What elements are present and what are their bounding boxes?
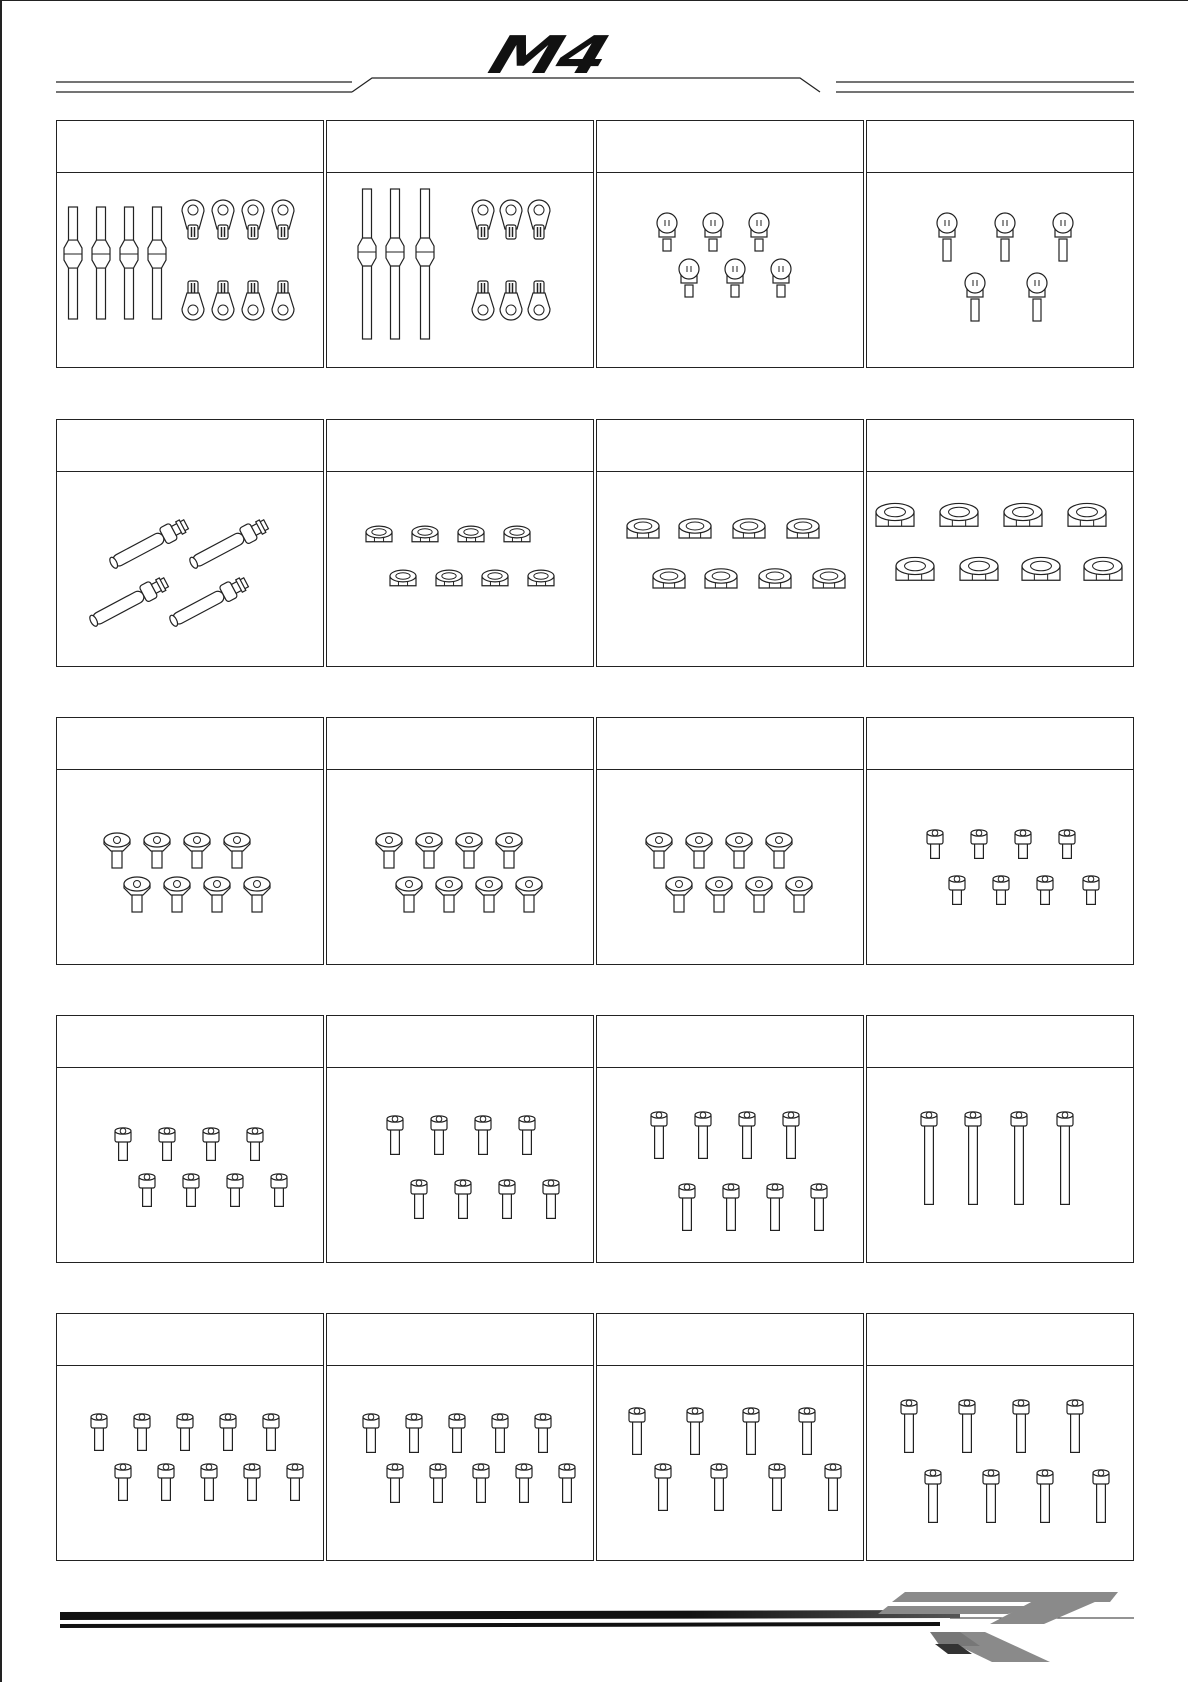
cap-screw-icon: [177, 1414, 193, 1451]
cap-screw-icon: [134, 1414, 150, 1451]
lock-nut-icon: [504, 526, 530, 542]
parts-illustration: [597, 770, 863, 964]
lock-nut-icon: [896, 557, 934, 580]
parts-cell-caption: [597, 1314, 863, 1366]
parts-illustration: [327, 173, 593, 367]
rod-end-icon: [272, 200, 294, 239]
cap-screw-icon: [516, 1464, 532, 1503]
cap-screw-icon: [159, 1128, 175, 1161]
parts-cell-caption: [57, 718, 323, 770]
cap-screw-icon: [1013, 1400, 1029, 1453]
parts-cell-3-2: [326, 717, 594, 965]
cap-screw-icon: [263, 1414, 279, 1451]
lock-nut-icon: [960, 557, 998, 580]
rod-end-icon: [212, 281, 234, 320]
flat-head-screw-icon: [184, 833, 210, 868]
cap-screw-icon: [925, 1470, 941, 1523]
lock-nut-icon: [482, 570, 508, 586]
cap-screw-icon: [921, 1112, 937, 1205]
cap-screw-icon: [1011, 1112, 1027, 1205]
flat-head-screw-icon: [786, 877, 812, 912]
cap-screw-icon: [949, 876, 965, 905]
lock-nut-icon: [787, 519, 819, 538]
cap-screw-icon: [965, 1112, 981, 1205]
lock-nut-icon: [679, 519, 711, 538]
cap-screw-icon: [959, 1400, 975, 1453]
rod-end-icon: [272, 281, 294, 320]
cap-screw-icon: [783, 1112, 799, 1159]
pivot-pin-icon: [187, 516, 271, 572]
lock-nut-icon: [436, 570, 462, 586]
ball-stud-icon: [725, 259, 745, 297]
turnbuckle-icon: [386, 189, 404, 339]
cap-screw-icon: [655, 1464, 671, 1511]
flat-head-screw-icon: [244, 877, 270, 912]
lock-nut-icon: [458, 526, 484, 542]
cap-screw-icon: [430, 1464, 446, 1503]
parts-cell-2-4: [866, 419, 1134, 667]
lock-nut-icon: [653, 569, 685, 588]
parts-cell-5-2: [326, 1313, 594, 1561]
cap-screw-icon: [1037, 876, 1053, 905]
flat-head-screw-icon: [224, 833, 250, 868]
parts-illustration: [57, 770, 323, 964]
cap-screw-icon: [1093, 1470, 1109, 1523]
turnbuckle-icon: [64, 207, 82, 319]
parts-cell-5-4: [866, 1313, 1134, 1561]
ball-stud-icon: [1027, 273, 1047, 321]
cap-screw-icon: [993, 876, 1009, 905]
ball-stud-icon: [965, 273, 985, 321]
parts-illustration: [597, 173, 863, 367]
rod-end-icon: [182, 281, 204, 320]
rod-end-icon: [528, 200, 550, 239]
cap-screw-icon: [695, 1112, 711, 1159]
cap-screw-icon: [983, 1470, 999, 1523]
cap-screw-icon: [811, 1184, 827, 1231]
flat-head-screw-icon: [416, 833, 442, 868]
lock-nut-icon: [733, 519, 765, 538]
rod-end-icon: [242, 200, 264, 239]
parts-cell-4-2: [326, 1015, 594, 1263]
cap-screw-icon: [651, 1112, 667, 1159]
parts-cell-caption: [867, 1314, 1133, 1366]
parts-illustration: [597, 1366, 863, 1560]
lock-nut-icon: [1004, 503, 1042, 526]
turnbuckle-icon: [416, 189, 434, 339]
flat-head-screw-icon: [706, 877, 732, 912]
cap-screw-icon: [139, 1174, 155, 1207]
parts-cell-2-1: [56, 419, 324, 667]
cap-screw-icon: [1037, 1470, 1053, 1523]
cap-screw-icon: [711, 1464, 727, 1511]
parts-cell-caption: [327, 420, 593, 472]
cap-screw-icon: [158, 1464, 174, 1501]
parts-cell-caption: [327, 121, 593, 173]
m4-logo: M4: [481, 26, 615, 86]
cap-screw-icon: [475, 1116, 491, 1155]
parts-cell-3-4: [866, 717, 1134, 965]
cap-screw-icon: [1057, 1112, 1073, 1205]
turnbuckle-icon: [358, 189, 376, 339]
parts-illustration: [867, 173, 1133, 367]
cap-screw-icon: [799, 1408, 815, 1455]
flat-head-screw-icon: [204, 877, 230, 912]
cap-screw-icon: [739, 1112, 755, 1159]
cap-screw-icon: [247, 1128, 263, 1161]
turnbuckle-icon: [148, 207, 166, 319]
cap-screw-icon: [769, 1464, 785, 1511]
parts-illustration: [327, 770, 593, 964]
cap-screw-icon: [287, 1464, 303, 1501]
parts-cell-4-1: [56, 1015, 324, 1263]
flat-head-screw-icon: [646, 833, 672, 868]
flat-head-screw-icon: [686, 833, 712, 868]
rod-end-icon: [528, 281, 550, 320]
cap-screw-icon: [901, 1400, 917, 1453]
lock-nut-icon: [759, 569, 791, 588]
flat-head-screw-icon: [766, 833, 792, 868]
cap-screw-icon: [271, 1174, 287, 1207]
rod-end-icon: [500, 200, 522, 239]
parts-cell-caption: [597, 718, 863, 770]
flat-head-screw-icon: [516, 877, 542, 912]
parts-cell-1-1: [56, 120, 324, 368]
cap-screw-icon: [825, 1464, 841, 1511]
pivot-pin-icon: [167, 574, 251, 630]
parts-cell-4-3: [596, 1015, 864, 1263]
parts-illustration: [867, 1366, 1133, 1560]
parts-cell-1-3: [596, 120, 864, 368]
cap-screw-icon: [449, 1414, 465, 1453]
cap-screw-icon: [183, 1174, 199, 1207]
pivot-pin-icon: [107, 516, 191, 572]
cap-screw-icon: [743, 1408, 759, 1455]
lock-nut-icon: [1068, 503, 1106, 526]
flat-head-screw-icon: [124, 877, 150, 912]
ball-stud-icon: [937, 213, 957, 261]
parts-illustration: [327, 1366, 593, 1560]
parts-cell-2-2: [326, 419, 594, 667]
parts-cell-3-3: [596, 717, 864, 965]
lock-nut-icon: [390, 570, 416, 586]
rod-end-icon: [212, 200, 234, 239]
cap-screw-icon: [387, 1116, 403, 1155]
parts-illustration: [57, 173, 323, 367]
parts-cell-caption: [57, 1314, 323, 1366]
page-footer: [0, 1580, 1190, 1680]
cap-screw-icon: [203, 1128, 219, 1161]
flat-head-screw-icon: [164, 877, 190, 912]
cap-screw-icon: [387, 1464, 403, 1503]
parts-cell-caption: [327, 718, 593, 770]
flat-head-screw-icon: [376, 833, 402, 868]
lock-nut-icon: [705, 569, 737, 588]
parts-illustration: [867, 1068, 1133, 1262]
cap-screw-icon: [492, 1414, 508, 1453]
cap-screw-icon: [723, 1184, 739, 1231]
lock-nut-icon: [412, 526, 438, 542]
rod-end-icon: [500, 281, 522, 320]
ball-stud-icon: [749, 213, 769, 251]
cap-screw-icon: [455, 1180, 471, 1219]
cap-screw-icon: [431, 1116, 447, 1155]
page-header: [0, 0, 1190, 110]
parts-illustration: [57, 1068, 323, 1262]
ball-stud-icon: [657, 213, 677, 251]
parts-cell-3-1: [56, 717, 324, 965]
parts-cell-caption: [57, 420, 323, 472]
cap-screw-icon: [519, 1116, 535, 1155]
rod-end-icon: [472, 200, 494, 239]
parts-cell-caption: [867, 1016, 1133, 1068]
parts-cell-2-3: [596, 419, 864, 667]
cap-screw-icon: [1015, 830, 1031, 859]
flat-head-screw-icon: [726, 833, 752, 868]
parts-illustration: [867, 770, 1133, 964]
rod-end-icon: [472, 281, 494, 320]
lock-nut-icon: [1022, 557, 1060, 580]
parts-cell-caption: [867, 121, 1133, 173]
flat-head-screw-icon: [476, 877, 502, 912]
parts-cell-caption: [867, 420, 1133, 472]
flat-head-screw-icon: [666, 877, 692, 912]
cap-screw-icon: [201, 1464, 217, 1501]
cap-screw-icon: [115, 1464, 131, 1501]
lock-nut-icon: [528, 570, 554, 586]
lock-nut-icon: [876, 503, 914, 526]
lock-nut-icon: [366, 526, 392, 542]
parts-cell-caption: [597, 1016, 863, 1068]
flat-head-screw-icon: [456, 833, 482, 868]
parts-illustration: [327, 1068, 593, 1262]
parts-cell-caption: [867, 718, 1133, 770]
cap-screw-icon: [687, 1408, 703, 1455]
parts-illustration: [57, 1366, 323, 1560]
lock-nut-icon: [1084, 557, 1122, 580]
parts-cell-5-3: [596, 1313, 864, 1561]
parts-illustration: [327, 472, 593, 666]
cap-screw-icon: [406, 1414, 422, 1453]
cap-screw-icon: [767, 1184, 783, 1231]
parts-illustration: [867, 472, 1133, 666]
lock-nut-icon: [627, 519, 659, 538]
parts-illustration: [597, 1068, 863, 1262]
parts-cell-caption: [57, 1016, 323, 1068]
cap-screw-icon: [1067, 1400, 1083, 1453]
cap-screw-icon: [499, 1180, 515, 1219]
parts-cell-caption: [327, 1314, 593, 1366]
cap-screw-icon: [244, 1464, 260, 1501]
cap-screw-icon: [535, 1414, 551, 1453]
turnbuckle-icon: [92, 207, 110, 319]
cap-screw-icon: [363, 1414, 379, 1453]
flat-head-screw-icon: [746, 877, 772, 912]
cap-screw-icon: [927, 830, 943, 859]
parts-cell-1-4: [866, 120, 1134, 368]
parts-cell-caption: [327, 1016, 593, 1068]
lock-nut-icon: [813, 569, 845, 588]
lock-nut-icon: [940, 503, 978, 526]
flat-head-screw-icon: [396, 877, 422, 912]
ball-stud-icon: [703, 213, 723, 251]
parts-cell-5-1: [56, 1313, 324, 1561]
parts-cell-1-2: [326, 120, 594, 368]
rod-end-icon: [182, 200, 204, 239]
cap-screw-icon: [971, 830, 987, 859]
cap-screw-icon: [227, 1174, 243, 1207]
footer-stripe-graphic: [0, 1580, 1190, 1680]
ball-stud-icon: [771, 259, 791, 297]
cap-screw-icon: [1059, 830, 1075, 859]
flat-head-screw-icon: [436, 877, 462, 912]
ball-stud-icon: [995, 213, 1015, 261]
cap-screw-icon: [115, 1128, 131, 1161]
cap-screw-icon: [543, 1180, 559, 1219]
parts-illustration: [597, 472, 863, 666]
cap-screw-icon: [473, 1464, 489, 1503]
flat-head-screw-icon: [496, 833, 522, 868]
parts-cell-caption: [597, 121, 863, 173]
cap-screw-icon: [411, 1180, 427, 1219]
cap-screw-icon: [91, 1414, 107, 1451]
flat-head-screw-icon: [144, 833, 170, 868]
cap-screw-icon: [629, 1408, 645, 1455]
cap-screw-icon: [1083, 876, 1099, 905]
pivot-pin-icon: [87, 574, 171, 630]
cap-screw-icon: [559, 1464, 575, 1503]
cap-screw-icon: [679, 1184, 695, 1231]
parts-cell-caption: [57, 121, 323, 173]
rod-end-icon: [242, 281, 264, 320]
parts-cell-4-4: [866, 1015, 1134, 1263]
turnbuckle-icon: [120, 207, 138, 319]
ball-stud-icon: [1053, 213, 1073, 261]
ball-stud-icon: [679, 259, 699, 297]
cap-screw-icon: [220, 1414, 236, 1451]
parts-illustration: [57, 472, 323, 666]
parts-cell-caption: [597, 420, 863, 472]
flat-head-screw-icon: [104, 833, 130, 868]
